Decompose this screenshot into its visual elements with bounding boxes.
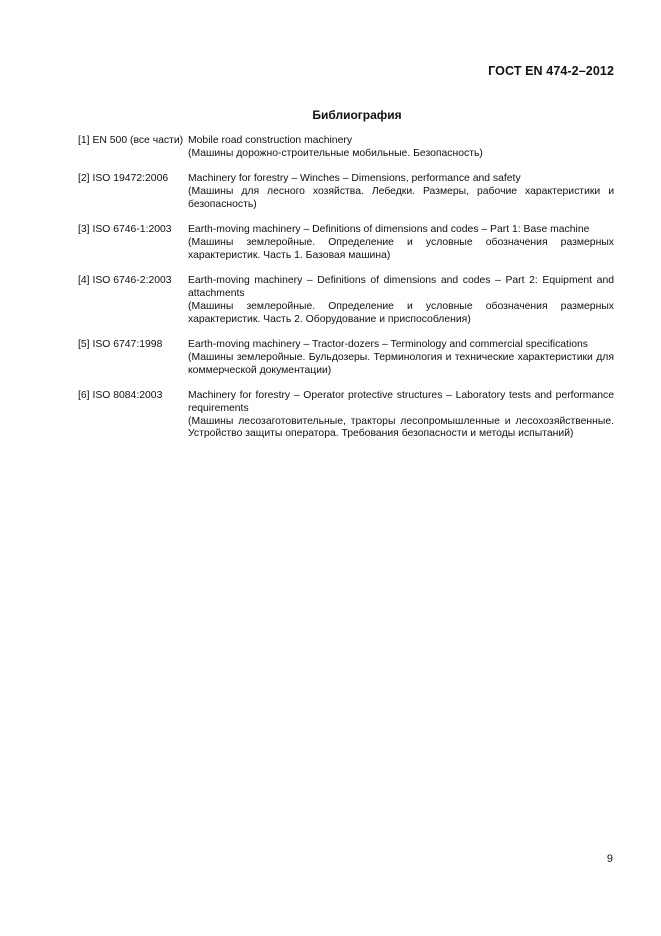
- entry-reference: [3] ISO 6746-1:2003: [78, 224, 172, 236]
- entry-body: [188, 339, 614, 377]
- entry-reference: [6] ISO 8084:2003: [78, 389, 163, 401]
- page-title: Библиография: [312, 108, 402, 122]
- entry-russian-title: (Машины для лесного хозяйства. Лебедки. Размеры, рабочие характеристики и безопасность): [188, 185, 614, 210]
- bibliography-entry-5: [78, 339, 614, 377]
- entry-body: [188, 173, 614, 211]
- bibliography-entry-6: [78, 390, 614, 441]
- entry-english-title: Earth-moving machinery – Definitions of dimensions and codes – Part 1: Base machine: [188, 224, 590, 236]
- entry-russian-title: (Машины лесозаготовительные, тракторы лесопромышленные и лесохозяйственные. Устройство защиты оператора. Требования безопасности и методы испытаний): [188, 415, 614, 440]
- entry-body: [188, 390, 614, 441]
- bibliography-list: [78, 135, 614, 454]
- entry-reference: [5] ISO 6747:1998: [78, 338, 163, 350]
- entry-russian-title: (Машины землеройные. Определение и условные обозначения размерных характеристик. Часть 2. Оборудование и приспособления): [188, 300, 614, 325]
- entry-english-title: Earth-moving machinery – Definitions of dimensions and codes – Part 2: Equipment and attachments: [188, 275, 614, 299]
- entry-english-title: Earth-moving machinery – Tractor-dozers – Terminology and commercial specifications: [188, 338, 589, 350]
- bibliography-entry-4: [78, 275, 614, 326]
- entry-russian-title: (Машины дорожно-строительные мобильные. Безопасность): [188, 147, 483, 159]
- entry-reference: [4] ISO 6746-2:2003: [78, 275, 172, 287]
- bibliography-entry-3: [78, 224, 614, 262]
- bibliography-entry-1: [78, 135, 614, 161]
- entry-body: [188, 275, 614, 326]
- entry-body: [188, 135, 614, 161]
- entry-russian-title: (Машины землеройные. Определение и условные обозначения размерных характеристик. Часть 1. Базовая машина): [188, 236, 614, 261]
- bibliography-entry-2: [78, 173, 614, 211]
- entry-reference: [2] ISO 19472:2006: [78, 173, 169, 185]
- entry-english-title: Machinery for forestry – Winches – Dimensions, performance and safety: [188, 173, 521, 185]
- entry-body: [188, 224, 614, 262]
- entry-english-title: Mobile road construction machinery: [188, 135, 353, 146]
- entry-reference: [1] EN 500 (все части): [78, 135, 184, 146]
- entry-russian-title: (Машины землеройные. Бульдозеры. Терминология и технические характеристики для коммерческой документации): [188, 351, 614, 376]
- entry-english-title: Machinery for forestry – Operator protective structures – Laboratory tests and performance requirements: [188, 389, 614, 414]
- page-number: 9: [606, 853, 613, 865]
- document-code: ГОСТ EN 474-2–2012: [488, 64, 614, 78]
